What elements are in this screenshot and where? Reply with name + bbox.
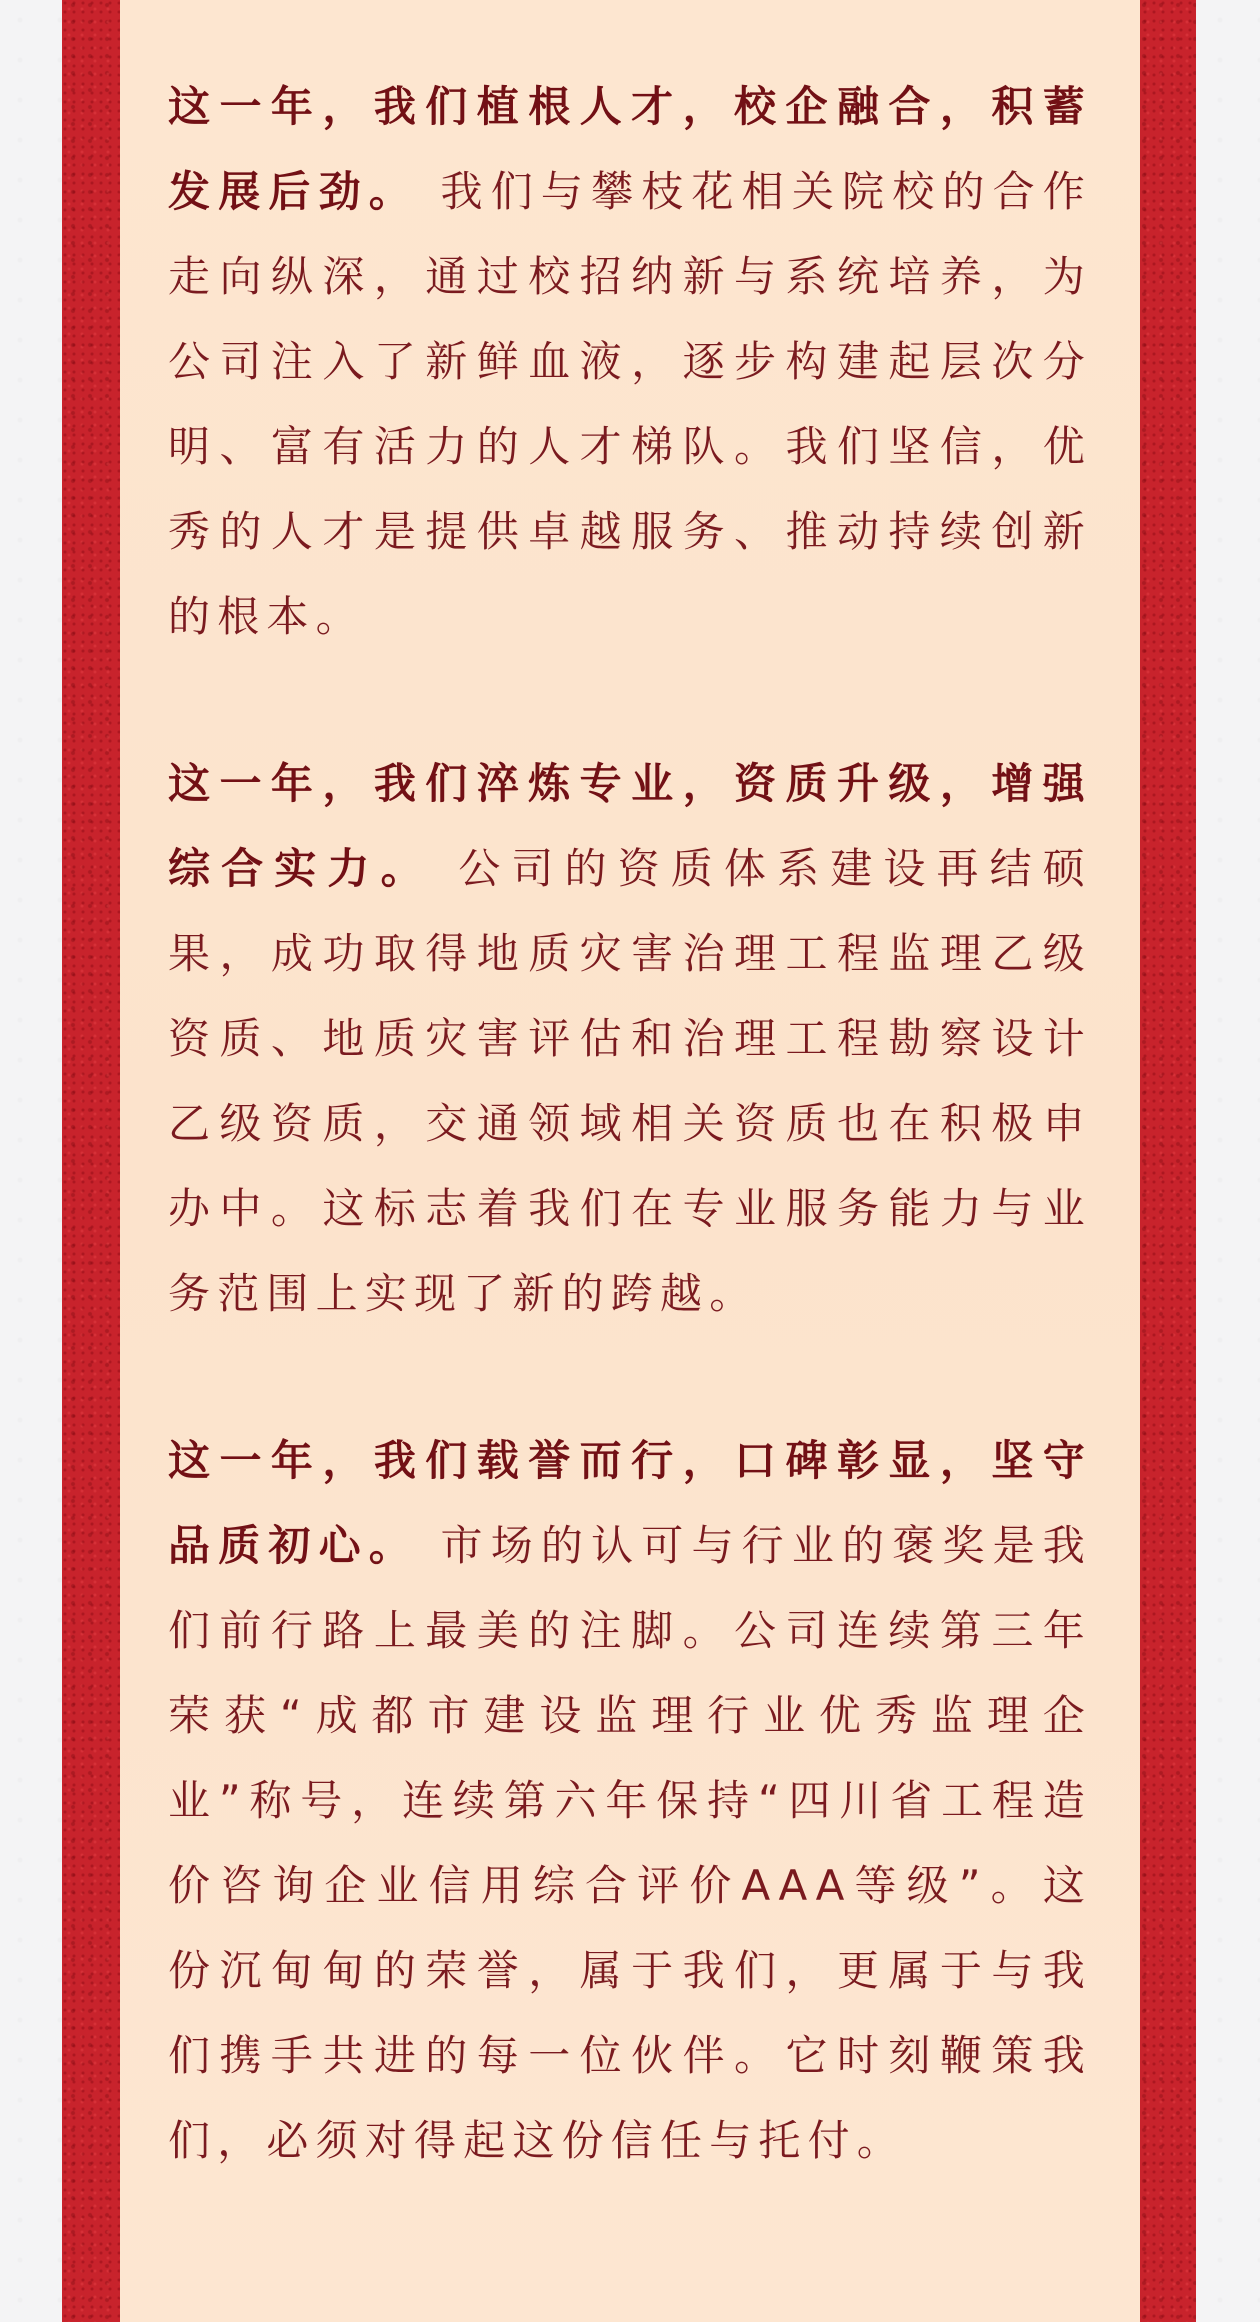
paragraph-lead: 这一年，我们载誉而行，口碑彰显，坚守品质初心。 <box>168 1436 1092 1570</box>
paragraph-talent <box>168 64 1092 659</box>
paragraph-body: 市场的认可与行业的褒奖是我们前行路上最美的注脚。公司连续第三年荣获“成都市建设监理行业优秀监理企业”称号，连续第六年保持“四川省工程造价咨询企业信用综合评价AAA等级”。这份沉甸甸的荣誉，属于我们，更属于与我们携手共进的每一位伙伴。它时刻鞭策我们，必须对得起这份信任与托付。 <box>168 1521 1092 2165</box>
paragraph-lead: 这一年，我们淬炼专业，资质升级，增强综合实力。 <box>168 759 1092 893</box>
paragraph-qualification <box>168 741 1092 1336</box>
paragraph-lead: 这一年，我们植根人才，校企融合，积蓄发展后劲。 <box>168 82 1092 216</box>
paragraph-body: 我们与攀枝花相关院校的合作走向纵深，通过校招纳新与系统培养，为公司注入了新鲜血液，逐步构建起层次分明、富有活力的人才梯队。我们坚信，优秀的人才是提供卓越服务、推动持续创新的根本。 <box>168 167 1092 641</box>
article-content <box>168 64 1092 2265</box>
paragraph-body: 公司的资质体系建设再结硕果，成功取得地质灾害治理工程监理乙级资质、地质灾害评估和治理工程勘察设计乙级资质，交通领域相关资质也在积极申办中。这标志着我们在专业服务能力与业务范围上实现了新的跨越。 <box>168 844 1092 1318</box>
paragraph-honors <box>168 1418 1092 2183</box>
